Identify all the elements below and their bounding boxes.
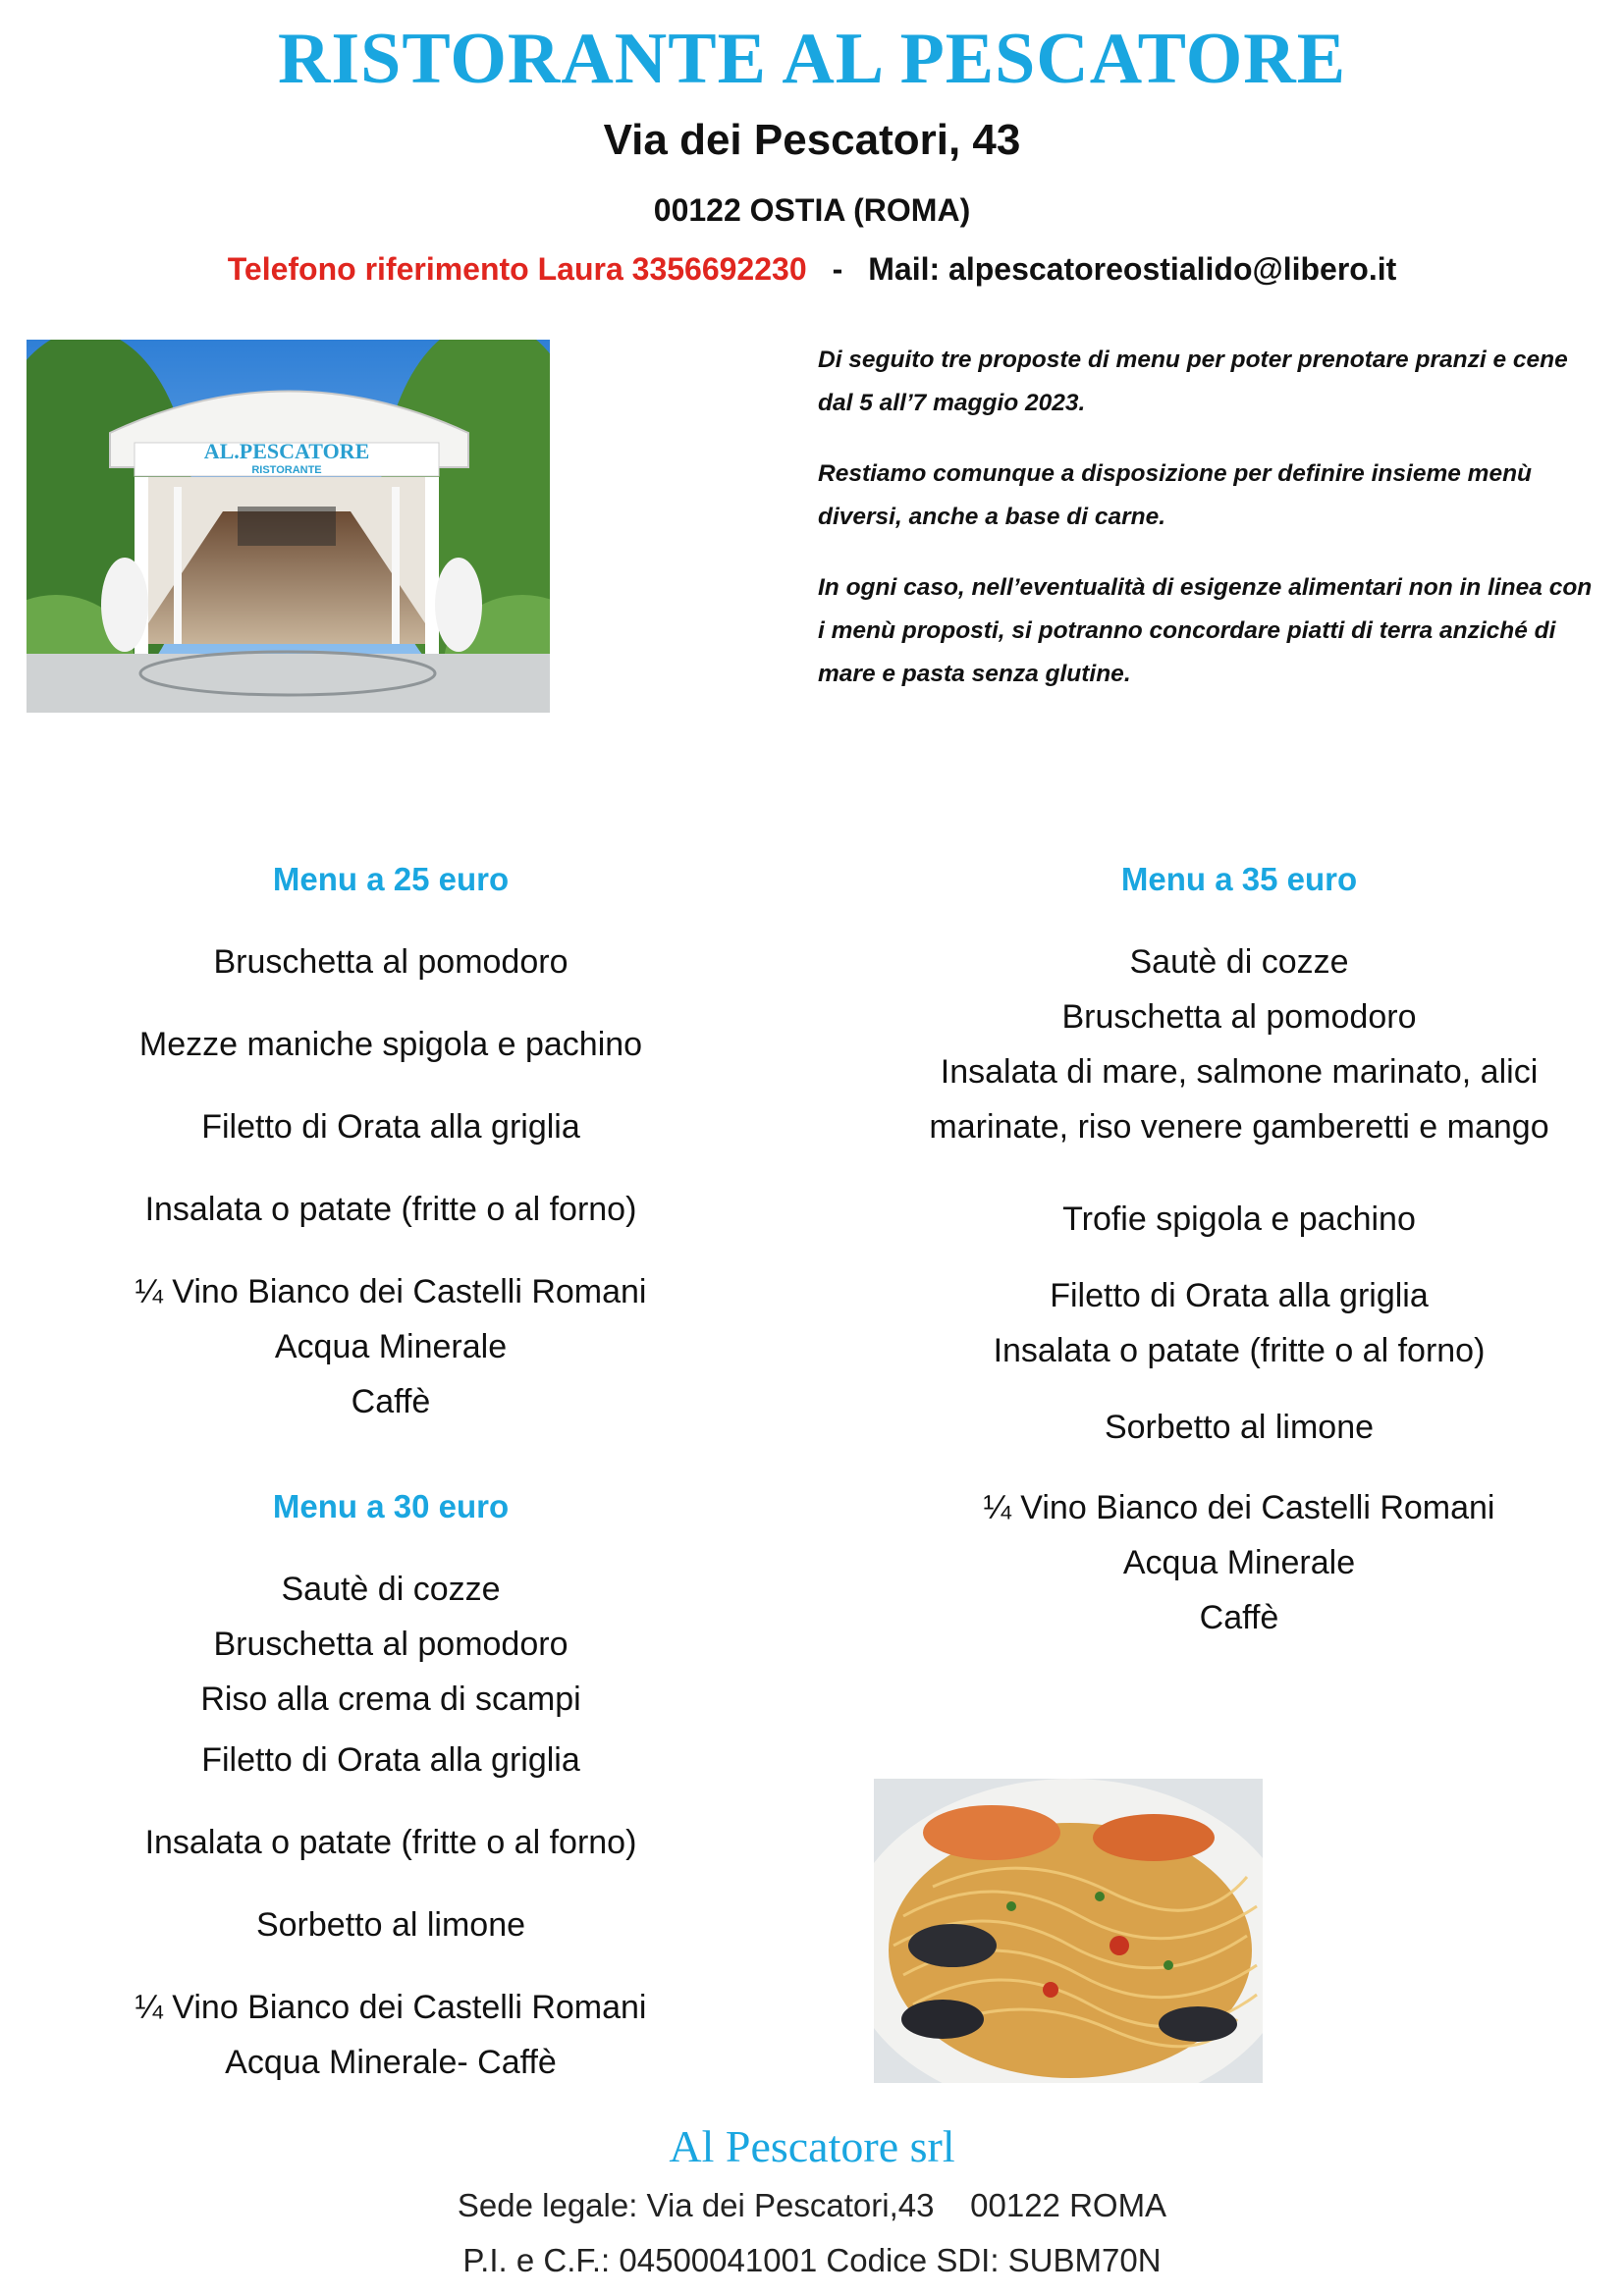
menu-item: Insalata o patate (fritte o al forno)	[144, 1824, 637, 1861]
menu-item: Insalata di mare, salmone marinato, alici	[940, 1053, 1539, 1091]
menu-item: Bruschetta al pomodoro	[1061, 998, 1417, 1036]
menu-item: Sautè di cozze	[1129, 943, 1349, 981]
restaurant-entrance-photo	[27, 340, 550, 713]
menu-item: Trofie spigola e pachino	[1062, 1201, 1416, 1238]
contact-separator: -	[832, 251, 843, 287]
menu-item: Filetto di Orata alla griglia	[1050, 1277, 1429, 1314]
menu-item: ¼ Vino Bianco dei Castelli Romani	[135, 1273, 647, 1310]
pasta-photo	[874, 1779, 1263, 2083]
menu-item: Caffè	[1199, 1599, 1279, 1636]
intro-paragraph-3: In ogni caso, nell’eventualità di esigenze alimentari non in linea con i menù proposti, si potranno concordare piatti di terra anziché di mare e pasta senza glutine.	[818, 574, 1593, 687]
menu-item: Acqua Minerale	[1122, 1544, 1356, 1581]
restaurant-title: RISTORANTE AL PESCATORE	[277, 19, 1347, 99]
menu-title: Menu a 30 euro	[272, 1488, 510, 1524]
menu-25	[37, 852, 744, 1429]
menu-item: Filetto di Orata alla griglia	[201, 1108, 580, 1146]
address-street: Via dei Pescatori, 43	[603, 116, 1021, 164]
intro-paragraph-2: Restiamo comunque a disposizione per definire insieme menù diversi, anche a base di carne.	[818, 460, 1532, 530]
intro-paragraph-1: Di seguito tre proposte di menu per poter prenotare pranzi e cene dal 5 all’7 maggio 2023.	[818, 347, 1568, 416]
sign-text: AL.PESCATORE	[203, 439, 370, 463]
menu-item: ¼ Vino Bianco dei Castelli Romani	[983, 1489, 1495, 1526]
menu-item: Insalata o patate (fritte o al forno)	[144, 1191, 637, 1228]
menu-item: Filetto di Orata alla griglia	[201, 1741, 580, 1779]
menu-item: Sorbetto al limone	[1104, 1409, 1375, 1446]
menu-item: marinate, riso venere gamberetti e mango	[929, 1108, 1549, 1146]
footer-tax-info: P.I. e C.F.: 04500041001 Codice SDI: SUBM70N	[462, 2242, 1162, 2278]
menu-item: Sorbetto al limone	[255, 1906, 526, 1944]
menu-item: Sautè di cozze	[281, 1571, 501, 1608]
menu-item: Bruschetta al pomodoro	[213, 943, 568, 981]
phone-text: Telefono riferimento Laura 3356692230	[227, 251, 807, 287]
menu-35	[886, 852, 1593, 1645]
intro-text	[818, 339, 1603, 723]
footer-legal-address: Sede legale: Via dei Pescatori,43 00122 ROMA	[457, 2187, 1167, 2223]
menu-item: ¼ Vino Bianco dei Castelli Romani	[135, 1989, 647, 2026]
menu-item: Acqua Minerale- Caffè	[225, 2044, 557, 2081]
menu-item: Acqua Minerale	[274, 1328, 508, 1365]
sign-subtext: RISTORANTE	[251, 464, 322, 476]
menu-item: Bruschetta al pomodoro	[213, 1626, 568, 1663]
menu-30	[37, 1479, 744, 2090]
address-city: 00122 OSTIA (ROMA)	[653, 192, 971, 228]
mail-text: Mail: alpescatoreostialido@libero.it	[868, 251, 1397, 287]
menu-item: Caffè	[351, 1383, 431, 1420]
menu-item: Insalata o patate (fritte o al forno)	[993, 1332, 1486, 1369]
footer-company: Al Pescatore srl	[669, 2121, 955, 2171]
contact-line	[0, 251, 1624, 288]
menu-item: Mezze maniche spigola e pachino	[138, 1026, 643, 1063]
menu-item: Riso alla crema di scampi	[200, 1681, 581, 1718]
menu-title: Menu a 35 euro	[1120, 861, 1358, 897]
menu-title: Menu a 25 euro	[272, 861, 510, 897]
